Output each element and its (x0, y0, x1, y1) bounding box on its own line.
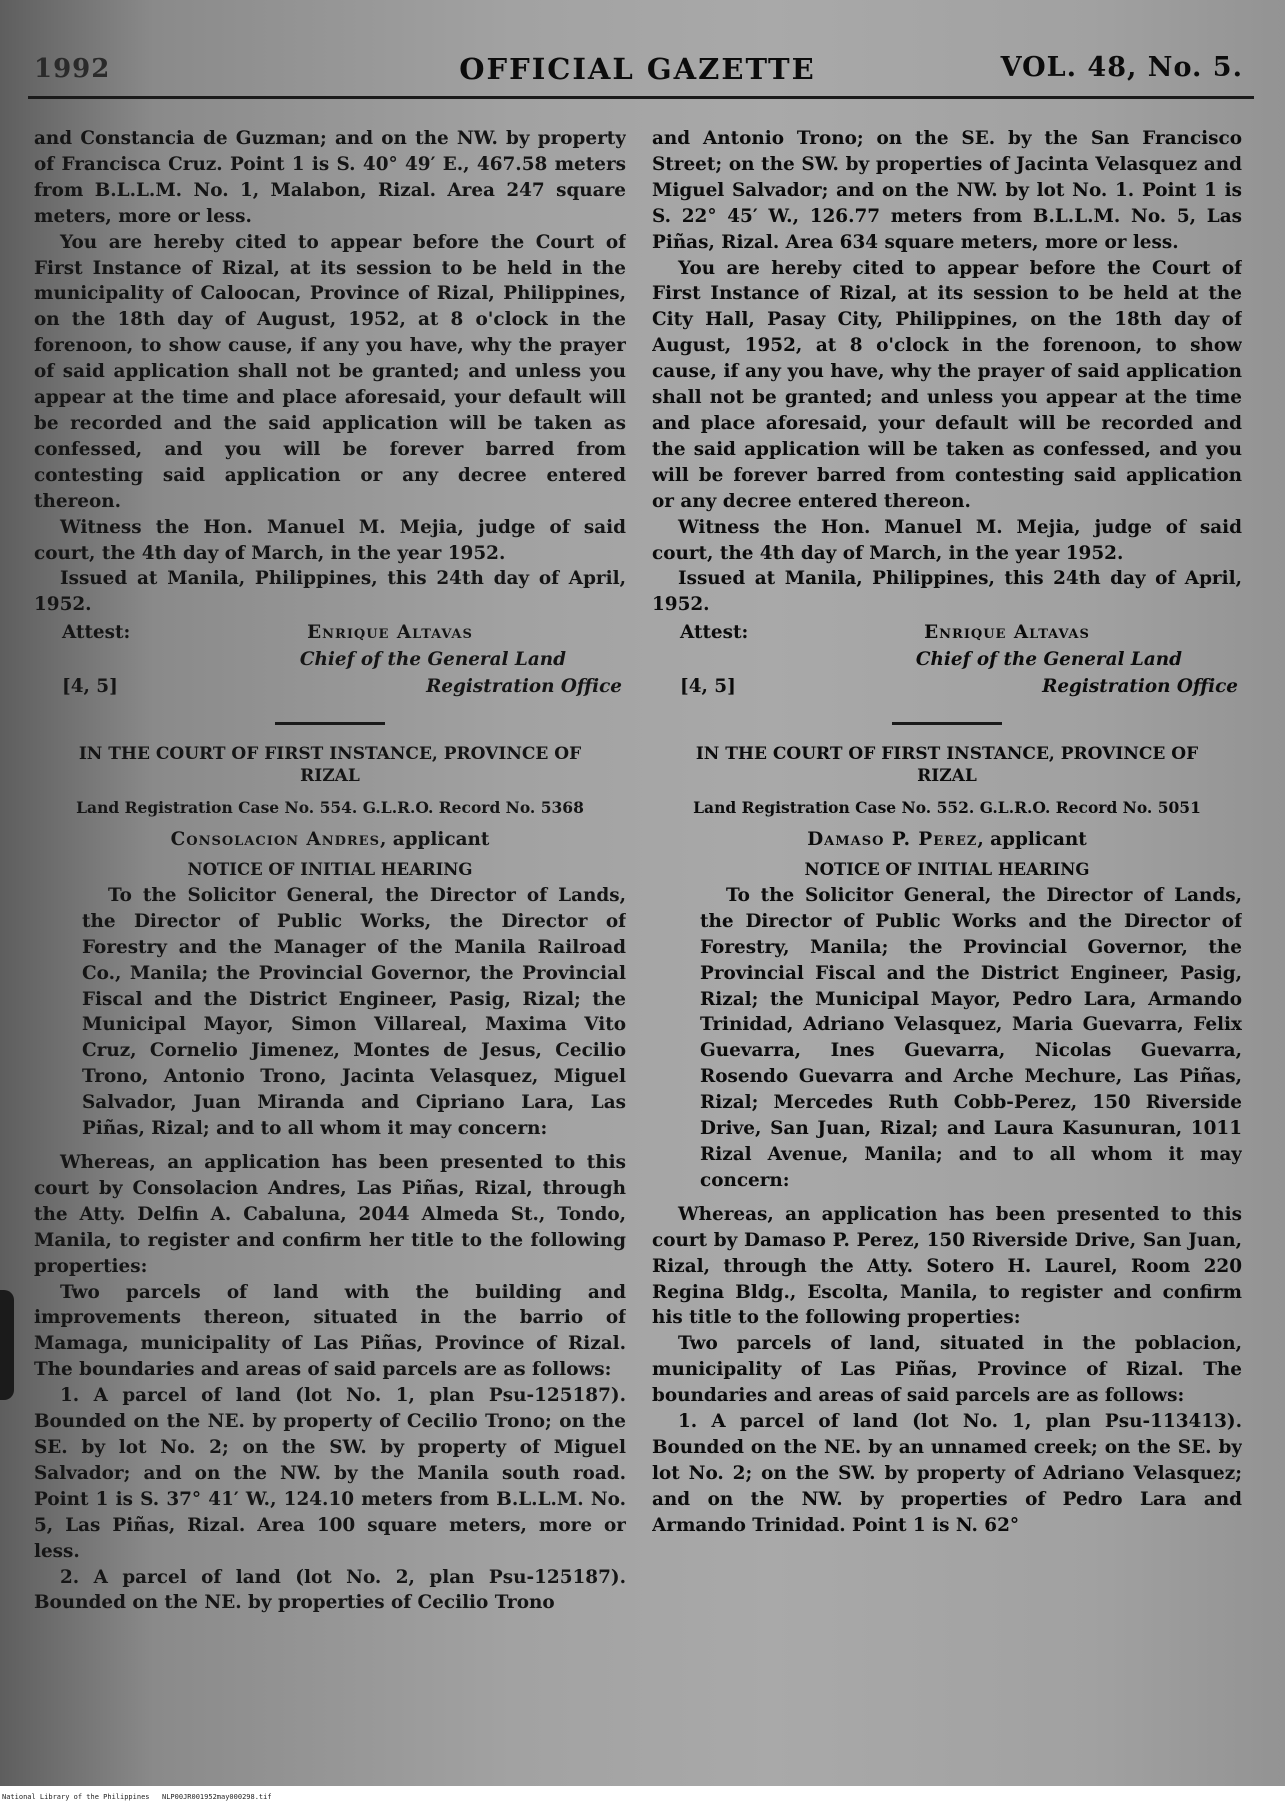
notice-title: NOTICE OF INITIAL HEARING (187, 860, 473, 880)
paragraph: Witness the Hon. Manuel M. Mejia, judge of said court, the 4th day of March, in the year 1952. (652, 516, 1242, 564)
section-divider (275, 722, 385, 725)
paragraph: Two parcels of land, situated in the poblacion, municipality of Las Piñas, Province of Rizal. The boundaries and areas of said parcels are as follows: (652, 1333, 1242, 1407)
paragraph: You are hereby cited to appear before the Court of First Instance of Rizal, at its session to be held in the municipality of Caloocan, Province of Rizal, Philippines, on the 18th day of August, 1952, at 8 o'clock in the forenoon, to show cause, if any you have, why the prayer of said application shall not be granted; and unless you appear at the time and place aforesaid, your default will be recorded and the said application will be taken as confessed, and you will be forever barred from contesting said application or any decree entered thereon. (34, 231, 626, 512)
signer-office-line2: Registration Office (1042, 676, 1238, 698)
applicant-suffix: , applicant (379, 829, 490, 851)
attest-label: Attest: (62, 622, 131, 644)
notice-title: NOTICE OF INITIAL HEARING (804, 860, 1090, 880)
paragraph: and Antonio Trono; on the SE. by the San Francisco Street; on the SW. by properties of Jacinta Velasquez and Miguel Salvador; and on the NW. by lot No. 1. Point 1 is S. 22° 45′ W., 126.77 meters from B.L.L.M. No. 5, Las Piñas, Rizal. Area 634 square meters, more or less. (652, 128, 1242, 253)
paragraph: and Constancia de Guzman; and on the NW. by property of Francisca Cruz. Point 1 is S. 40° 49′ E., 467.58 meters from B.L.L.M. No. 1, Malabon, Rizal. Area 247 square meters, more or less. (34, 128, 626, 227)
court-heading: IN THE COURT OF FIRST INSTANCE, PROVINCE OF RIZAL (695, 744, 1199, 787)
scan-footer (0, 1786, 1285, 1808)
attest-label: Attest: (680, 622, 749, 644)
signer-name: Enrique Altavas (307, 622, 473, 644)
paragraph: Two parcels of land with the building and improvements thereon, situated in the barrio of Mamaga, municipality of Las Piñas, Province of Rizal. The boundaries and areas of said parcels are as follows: (34, 1281, 626, 1381)
signer-office-line2: Registration Office (426, 676, 622, 698)
addressee-list: To the Solicitor General, the Director of Lands, the Director of Public Works, the Director of Forestry and the Manager of the Manila Railroad Co., Manila; the Provincial Governor, the Provincial Fiscal and the District Engineer, Pasig, Rizal; the Municipal Mayor, Simon Villareal, Maxima Vito Cruz, Cornelio Jimenez, Montes de Jesus, Cecilio Trono, Antonio Trono, Jacinta Velasquez, Miguel Salvador, Juan Miranda and Cipriano Lara, Las Piñas, Rizal; and to all whom it may concern: (82, 884, 626, 1140)
applicant-name: Consolacion Andres (170, 829, 380, 851)
court-heading: IN THE COURT OF FIRST INSTANCE, PROVINCE OF RIZAL (78, 744, 582, 787)
page-number: 1992 (34, 54, 111, 84)
scan-filename: NLP00JR001952may000298.tif (162, 1793, 272, 1801)
paragraph: 1. A parcel of land (lot No. 1, plan Psu-113413). Bounded on the NE. by an unnamed creek; on the SE. by lot No. 2; on the SW. by property of Adriano Velasquez; and on the NW. by properties of Pedro Lara and Armando Trinidad. Point 1 is N. 62° (652, 1411, 1242, 1536)
paragraph: Issued at Manila, Philippines, this 24th day of April, 1952. (34, 568, 626, 616)
publication-title: OFFICIAL GAZETTE (459, 52, 816, 86)
page-header (30, 48, 1245, 92)
signer-office-line1: Chief of the General Land (915, 649, 1182, 671)
paragraph: 2. A parcel of land (lot No. 2, plan Psu-125187). Bounded on the NE. by properties of Cecilio Trono (34, 1566, 626, 1614)
addressee-list: To the Solicitor General, the Director of Lands, the Director of Public Works and the Director of Forestry, Manila; the Provincial Governor, the Provincial Fiscal and the District Engineer, Pasig, Rizal; the Municipal Mayor, Pedro Lara, Armando Trinidad, Adriano Velasquez, Maria Guevarra, Felix Guevarra, Ines Guevarra, Nicolas Guevarra, Rosendo Guevarra and Arche Mechure, Las Piñas, Rizal; Mercedes Ruth Cobb-Perez, 150 Riverside Drive, San Juan, Rizal; and Laura Kasunuran, 1011 Rizal Avenue, Manila; and to all whom it may concern: (700, 884, 1242, 1191)
library-credit: National Library of the Philippines (2, 1793, 150, 1801)
volume-number: VOL. 48, No. 5. (1000, 52, 1243, 83)
paragraph: Witness the Hon. Manuel M. Mejia, judge of said court, the 4th day of March, in the year 1952. (34, 516, 626, 564)
paragraph: Whereas, an application has been presented to this court by Damaso P. Perez, 150 Riverside Drive, San Juan, Rizal, through the Atty. Sotero H. Laurel, Room 220 Regina Bldg., Escolta, Manila, to register and confirm his title to the following properties: (652, 1203, 1242, 1329)
paragraph: Whereas, an application has been presented to this court by Consolacion Andres, Las Piñas, Rizal, through the Atty. Delfin A. Cabaluna, 2044 Almeda St., Tondo, Manila, to register and confirm her title to the following properties: (34, 1152, 626, 1277)
attestation-block (34, 620, 626, 708)
signer-office-line1: Chief of the General Land (299, 649, 566, 671)
case-number: Land Registration Case No. 554. G.L.R.O. Record No. 5368 (76, 798, 584, 818)
applicant-line (652, 827, 1242, 853)
signer-name: Enrique Altavas (924, 622, 1090, 644)
issue-reference: [4, 5] (680, 676, 736, 698)
applicant-line (34, 827, 626, 853)
binding-shadow (0, 1290, 14, 1400)
applicant-suffix: , applicant (977, 829, 1087, 851)
attestation-block (652, 620, 1242, 708)
applicant-name: Damaso P. Perez (807, 829, 978, 851)
paragraph: 1. A parcel of land (lot No. 1, plan Psu-125187). Bounded on the NE. by property of Cecilio Trono; on the SE. by lot No. 2; on the SW. by property of Miguel Salvador; and on the NW. by the Manila south road. Point 1 is S. 37° 41′ W., 124.10 meters from B.L.L.M. No. 5, Las Piñas, Rizal. Area 100 square meters, more or less. (34, 1385, 626, 1562)
section-divider (892, 722, 1002, 725)
header-rule (28, 96, 1254, 99)
case-number: Land Registration Case No. 552. G.L.R.O. Record No. 5051 (693, 798, 1201, 818)
issue-reference: [4, 5] (62, 676, 118, 698)
left-column (34, 126, 626, 1781)
paragraph: You are hereby cited to appear before the Court of First Instance of Rizal, at its session to be held at the City Hall, Pasay City, Philippines, on the 18th day of August, 1952, at 8 o'clock in the forenoon, to show cause, if any you have, why the prayer of said application shall not be granted; and unless you appear at the time and place aforesaid, your default will be recorded and the said application will be taken as confessed, and you will be forever barred from contesting said application or any decree entered thereon. (652, 257, 1242, 512)
paragraph: Issued at Manila, Philippines, this 24th day of April, 1952. (652, 568, 1242, 616)
right-column (652, 126, 1242, 1781)
